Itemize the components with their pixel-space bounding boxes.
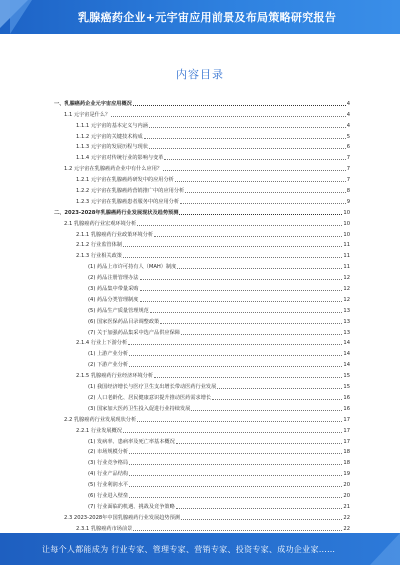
toc-entry[interactable] (54, 248, 350, 259)
toc-dot-leader (185, 191, 345, 193)
toc-entry-label: 1.2.3 元宇宙在乳腺癌患者服务中的应用分析 (76, 198, 180, 205)
toc-entry-page: 20 (343, 482, 350, 489)
report-footer (0, 533, 400, 565)
toc-entry-label: (1) 上游产业分析 (88, 351, 129, 358)
toc-dot-leader (123, 245, 342, 247)
toc-dot-leader (133, 529, 342, 531)
toc-dot-leader (140, 289, 343, 291)
header-decoration-2 (10, 0, 32, 34)
toc-dot-leader (140, 278, 343, 280)
toc-entry-label: 二、2023-2028年乳腺癌药行业发展现状及趋势预测 (54, 209, 179, 216)
toc-dot-leader (144, 137, 346, 139)
toc-dot-leader (150, 311, 343, 313)
toc-entry-page: 10 (343, 209, 350, 216)
toc-entry-label: 2.2.1 行业发展概况 (76, 427, 122, 434)
toc-dot-leader (129, 354, 342, 356)
toc-entry-page: 16 (343, 405, 350, 412)
toc-entry-page: 12 (343, 286, 350, 293)
toc-entry-label: 2.3.1 乳腺癌药市场前景 (76, 525, 133, 532)
toc-entry-label: 2.1.5 乳腺癌药行业经济环境分析 (76, 373, 154, 380)
toc-entry-page: 17 (343, 438, 350, 445)
toc-entry[interactable] (54, 434, 350, 445)
toc-dot-leader (154, 376, 342, 378)
toc-entry-label: 2.1 乳腺癌药行业宏观环境分析 (64, 220, 137, 227)
toc-entry[interactable] (54, 477, 350, 488)
toc-dot-leader (129, 485, 342, 487)
toc-entry[interactable] (54, 129, 350, 140)
toc-entry-label: 一、乳腺癌药企业元宇宙应用概况 (54, 100, 132, 107)
toc-dot-leader (111, 115, 345, 117)
toc-entry-page: 10 (343, 231, 350, 238)
toc-entry[interactable] (54, 205, 350, 216)
footer-slogan: 让每个人都能成为 行业专家、管理专家、营销专家、投资专家、成功企业家…… (42, 545, 336, 554)
toc-dot-leader (180, 202, 346, 204)
toc-entry-label: 1.1 元宇宙是什么？ (64, 111, 111, 118)
toc-entry[interactable] (54, 227, 350, 238)
toc-entry[interactable] (54, 346, 350, 357)
toc-entry[interactable] (54, 336, 350, 347)
toc-entry-label: (1) 药品上市许可持有人（MAH）制度 (88, 264, 177, 271)
toc-heading: 内容目录 (176, 68, 224, 81)
toc-dot-leader (149, 126, 346, 128)
toc-entry[interactable] (54, 238, 350, 249)
toc-entry-label: (3) 国家加大医药卫生投入促进行业持续发展 (88, 405, 191, 412)
toc-dot-leader (154, 235, 342, 237)
toc-entry-page: 5 (346, 133, 350, 140)
toc-entry-page: 12 (343, 296, 350, 303)
toc-entry-label: 1.1.4 元宇宙对传统行业的影响与变革 (76, 155, 164, 162)
toc-dot-leader (181, 333, 342, 335)
toc-entry[interactable] (54, 107, 350, 118)
toc-entry-page: 6 (346, 144, 350, 151)
toc-entry-label: (3) 药品集中带量采购 (88, 286, 139, 293)
toc-dot-leader (176, 442, 343, 444)
toc-entry-page: 9 (346, 198, 350, 205)
toc-entry-page: 22 (343, 514, 350, 521)
toc-entry-label: (6) 行业进入壁垒 (88, 492, 129, 499)
toc-entry[interactable] (54, 445, 350, 456)
toc-entry-label: (4) 药品分类管理制度 (88, 296, 139, 303)
toc-entry-label: (7) 关于加强药品集采中选产品供应保障 (88, 329, 180, 336)
toc-entry[interactable] (54, 216, 350, 227)
toc-entry[interactable] (54, 379, 350, 390)
toc-entry[interactable] (54, 368, 350, 379)
toc-entry-page: 13 (343, 307, 350, 314)
toc-entry-label: 2.1.4 行业上下游分析 (76, 340, 128, 347)
toc-dot-leader (217, 387, 342, 389)
toc-dot-leader (137, 224, 342, 226)
toc-entry[interactable] (54, 455, 350, 466)
toc-dot-leader (160, 322, 342, 324)
toc-dot-leader (181, 518, 342, 520)
toc-entry-page: 8 (346, 188, 350, 195)
toc-entry[interactable] (54, 150, 350, 161)
toc-entry-page: 7 (346, 166, 350, 173)
toc-entry[interactable] (54, 390, 350, 401)
toc-dot-leader (176, 507, 343, 509)
toc-dot-leader (129, 452, 342, 454)
toc-entry-page: 12 (343, 275, 350, 282)
toc-entry[interactable] (54, 510, 350, 521)
toc-entry[interactable] (54, 412, 350, 423)
toc-entry-page: 22 (343, 525, 350, 532)
toc-entry[interactable] (54, 183, 350, 194)
toc-entry-page: 13 (343, 329, 350, 336)
toc-entry-label: (4) 行业产品结构 (88, 471, 129, 478)
toc-entry-label: 1.2.1 元宇宙在乳腺癌药研发中的应用分析 (76, 177, 174, 184)
toc-entry-label: 2.1.1 乳腺癌药行业政策环境分析 (76, 231, 154, 238)
toc-entry[interactable] (54, 325, 350, 336)
toc-entry-page: 10 (343, 220, 350, 227)
toc-dot-leader (129, 365, 342, 367)
toc-entry[interactable] (54, 423, 350, 434)
toc-entry-page: 11 (343, 264, 350, 271)
toc-dot-leader (123, 256, 342, 258)
toc-entry[interactable] (54, 140, 350, 151)
toc-entry-label: 2.1.2 行业监管体制 (76, 242, 122, 249)
toc-entry[interactable] (54, 292, 350, 303)
toc-entry[interactable] (54, 281, 350, 292)
toc-entry-label: (7) 行业面临的机遇、挑战及竞争策略 (88, 503, 175, 510)
toc-entry-page: 13 (343, 318, 350, 325)
toc-dot-leader (191, 409, 342, 411)
toc-dot-leader (149, 147, 346, 149)
toc-entry-label: (3) 行业竞争格局 (88, 460, 129, 467)
toc-entry[interactable] (54, 314, 350, 325)
toc-entry-label: 1.1.3 元宇宙的发展历程与现状 (76, 144, 148, 151)
toc-entry-page: 15 (343, 384, 350, 391)
toc-dot-leader (133, 104, 346, 106)
table-of-contents (54, 96, 350, 543)
toc-entry-label: (5) 药品生产质量管理规范 (88, 307, 149, 314)
toc-entry-page: 21 (343, 503, 350, 510)
toc-entry-label: (6) 国家医保药品目录调整政策 (88, 318, 160, 325)
toc-entry-label: (2) 市场规模分析 (88, 449, 129, 456)
toc-entry-page: 4 (346, 122, 350, 129)
toc-entry-label: (1) 我国经济增长与医疗卫生支出增长带动医药行业发展 (88, 384, 217, 391)
toc-entry-page: 14 (343, 362, 350, 369)
toc-entry-page: 7 (346, 155, 350, 162)
toc-entry-page: 11 (343, 253, 350, 260)
toc-entry-page: 20 (343, 492, 350, 499)
toc-entry[interactable] (54, 499, 350, 510)
toc-entry[interactable] (54, 466, 350, 477)
toc-entry[interactable] (54, 96, 350, 107)
toc-entry-page: 4 (346, 111, 350, 118)
toc-entry[interactable] (54, 259, 350, 270)
toc-dot-leader (163, 169, 346, 171)
toc-entry-page: 14 (343, 351, 350, 358)
toc-entry-page: 19 (343, 471, 350, 478)
toc-entry-label: (5) 行业利润水平 (88, 482, 129, 489)
toc-entry[interactable] (54, 401, 350, 412)
toc-entry-label: (1) 发病率、患病率及死亡率基本概况 (88, 438, 175, 445)
toc-entry-page: 18 (343, 449, 350, 456)
toc-dot-leader (177, 267, 342, 269)
toc-entry-page: 18 (343, 460, 350, 467)
toc-dot-leader (123, 431, 342, 433)
toc-dot-leader (129, 496, 342, 498)
toc-entry[interactable] (54, 488, 350, 499)
toc-entry[interactable] (54, 270, 350, 281)
toc-entry-page: 14 (343, 340, 350, 347)
toc-entry-page: 4 (346, 100, 350, 107)
toc-entry-label: 2.1.3 行业相关政策 (76, 253, 122, 260)
toc-entry-page: 17 (343, 427, 350, 434)
toc-entry-label: 1.1.1 元宇宙的基本定义与内涵 (76, 122, 148, 129)
footer-decoration (370, 533, 400, 565)
report-header (0, 0, 400, 34)
toc-dot-leader (212, 398, 342, 400)
toc-entry-label: (2) 人口老龄化、居民健康意识提升推动医药需求增长 (88, 394, 212, 401)
toc-dot-leader (179, 213, 342, 215)
toc-dot-leader (164, 158, 345, 160)
toc-entry[interactable] (54, 118, 350, 129)
report-title: 乳腺癌药企业+元宇宙应用前景及布局策略研究报告 (78, 11, 337, 24)
toc-entry-label: 2.2 乳腺癌药行业发展现状分析 (64, 416, 137, 423)
toc-dot-leader (140, 300, 343, 302)
toc-dot-leader (175, 180, 346, 182)
toc-entry-label: 2.3 2023-2028年中国乳腺癌药行业发展趋势预测 (64, 514, 180, 521)
toc-entry[interactable] (54, 357, 350, 368)
toc-entry[interactable] (54, 521, 350, 532)
toc-entry-label: (2) 下游产业分析 (88, 362, 129, 369)
toc-dot-leader (128, 343, 342, 345)
toc-entry-label: 1.2.2 元宇宙在乳腺癌药营销推广中的应用分析 (76, 188, 185, 195)
toc-entry-page: 15 (343, 373, 350, 380)
toc-entry-label: 1.2 元宇宙在乳腺癌药企业中有什么应用？ (64, 166, 163, 173)
toc-entry-page: 17 (343, 416, 350, 423)
toc-entry-page: 16 (343, 394, 350, 401)
toc-dot-leader (137, 420, 342, 422)
toc-dot-leader (129, 463, 342, 465)
toc-dot-leader (129, 474, 342, 476)
toc-entry[interactable] (54, 303, 350, 314)
toc-entry[interactable] (54, 194, 350, 205)
toc-entry-label: (2) 药品注册管理办法 (88, 275, 139, 282)
toc-entry-page: 7 (346, 177, 350, 184)
toc-entry[interactable] (54, 161, 350, 172)
toc-entry-label: 1.1.2 元宇宙的关键技术构成 (76, 133, 143, 140)
toc-entry-page: 11 (343, 242, 350, 249)
toc-entry[interactable] (54, 172, 350, 183)
